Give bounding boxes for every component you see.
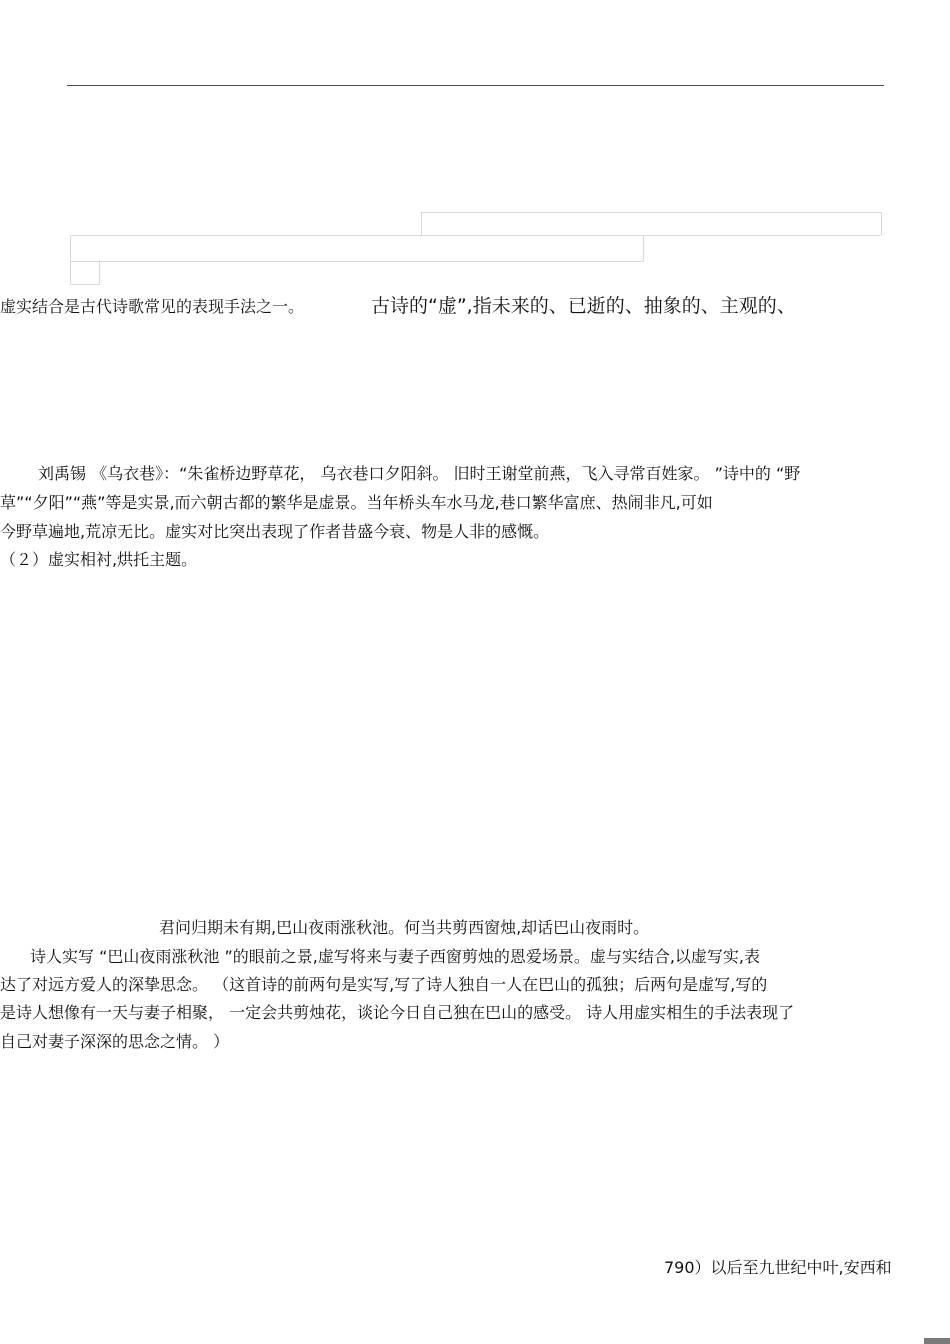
poem-line: 君问归期未有期,巴山夜雨涨秋池。何当共剪西窗烛,却话巴山夜雨时。	[159, 918, 650, 937]
analysis-line-4: 自己对妻子深深的思念之情。 ）	[0, 1032, 230, 1051]
table-frame-cell	[70, 260, 100, 285]
table-frame-top	[421, 212, 882, 236]
table-frame-middle	[70, 235, 644, 262]
example1-line-2: 草”“夕阳”“燕”等是实景,而六朝古都的繁华是虚景。当年桥头车水马龙,巷口繁华富庶、热闹非凡,可如	[0, 493, 713, 512]
table-frame-right	[642, 235, 880, 236]
intro-right-text: 古诗的“虚”,指未来的、已逝的、抽象的、主观的、	[371, 295, 796, 317]
page-corner-marker	[924, 1338, 950, 1344]
analysis-line-3: 是诗人想像有一天与妻子相聚， 一定会共剪烛花，谈论今日自己独在巴山的感受。 诗人用虚实相生的手法表现了	[0, 1003, 795, 1022]
footer-fragment: 790）以后至九世纪中叶,安西和	[664, 1258, 892, 1277]
analysis-line-2: 达了对远方爱人的深挚思念。 （这首诗的前两句是实写,写了诗人独自一人在巴山的孤独；后两句是虚写,写的	[0, 975, 768, 994]
header-rule	[67, 85, 884, 86]
example1-line-1: 刘禹锡 《乌衣巷》：“朱雀桥边野草花， 乌衣巷口夕阳斜。 旧时王谢堂前燕，飞入寻常百姓家。 ”诗中的 “野	[38, 464, 801, 483]
intro-left-text: 虚实结合是古代诗歌常见的表现手法之一。	[0, 297, 305, 316]
example1-line-3: 今野草遍地,荒凉无比。虚实对比突出表现了作者昔盛今衰、物是人非的感慨。	[0, 522, 550, 541]
section-heading-2: （２）虚实相衬,烘托主题。	[0, 550, 198, 569]
analysis-line-1: 诗人实写 “巴山夜雨涨秋池 ”的眼前之景,虚写将来与妻子西窗剪烛的恩爱场景。虚与实结合,以虚写实,表	[30, 947, 761, 966]
